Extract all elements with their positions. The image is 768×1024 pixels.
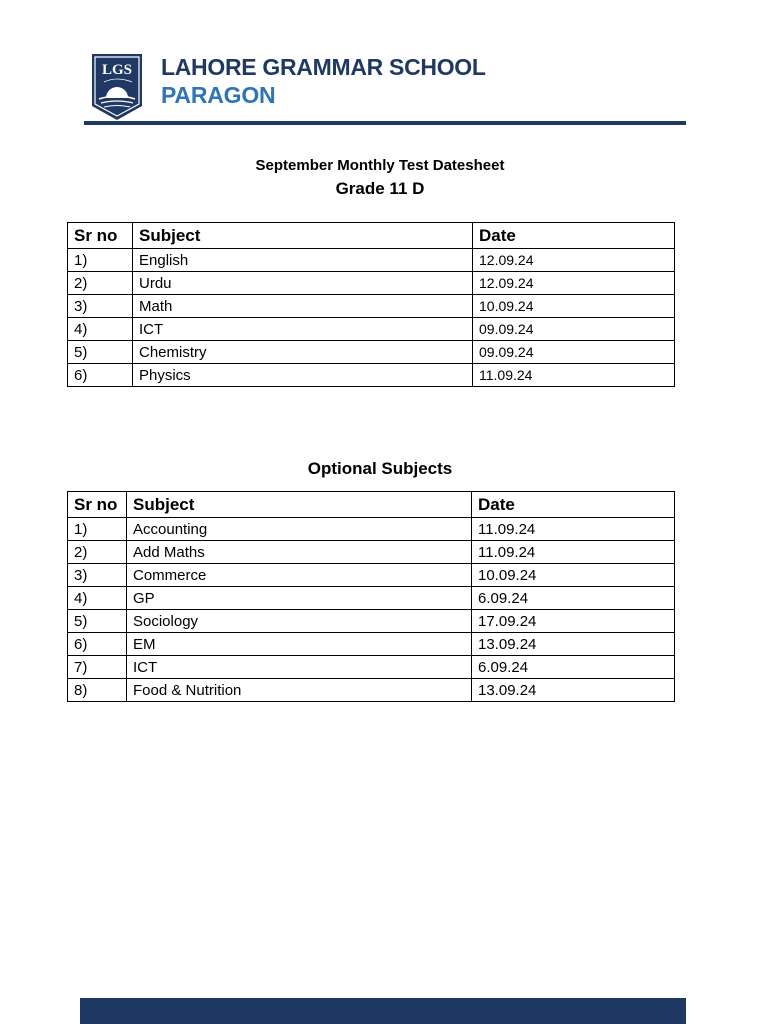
sr-no-cell: 2)	[68, 541, 127, 564]
subject-cell: Add Maths	[127, 541, 472, 564]
footer-bar	[80, 998, 686, 1024]
sr-no-cell: 6)	[68, 633, 127, 656]
subject-cell: GP	[127, 587, 472, 610]
column-header-sr-no: Sr no	[68, 223, 133, 249]
subject-cell: Math	[133, 295, 473, 318]
table-row	[68, 656, 675, 679]
column-header-date: Date	[472, 492, 675, 518]
column-header-subject: Subject	[133, 223, 473, 249]
date-cell: 10.09.24	[473, 295, 675, 318]
date-cell: 12.09.24	[473, 249, 675, 272]
optional-subjects-title: Optional Subjects	[307, 459, 453, 478]
date-cell: 11.09.24	[472, 518, 675, 541]
table-row	[68, 679, 675, 702]
sr-no-cell: 2)	[68, 272, 133, 295]
subject-cell: Accounting	[127, 518, 472, 541]
subject-cell: ICT	[133, 318, 473, 341]
sr-no-cell: 8)	[68, 679, 127, 702]
table-row	[68, 295, 675, 318]
sr-no-cell: 3)	[68, 295, 133, 318]
table-row	[68, 518, 675, 541]
date-cell: 6.09.24	[472, 656, 675, 679]
sr-no-cell: 5)	[68, 610, 127, 633]
sr-no-cell: 1)	[68, 249, 133, 272]
table-row	[68, 564, 675, 587]
subject-cell: Urdu	[133, 272, 473, 295]
subject-cell: Physics	[133, 364, 473, 387]
table-header-row	[68, 223, 675, 249]
table-row	[68, 610, 675, 633]
optional-subjects-table	[67, 491, 675, 702]
school-logo	[90, 52, 144, 122]
table-row	[68, 541, 675, 564]
sr-no-cell: 4)	[68, 318, 133, 341]
date-cell: 10.09.24	[472, 564, 675, 587]
sr-no-cell: 3)	[68, 564, 127, 587]
header-divider	[84, 121, 686, 125]
campus-name: PARAGON	[161, 82, 276, 108]
datesheet-table	[67, 222, 675, 387]
subject-cell: Chemistry	[133, 341, 473, 364]
document-title: September Monthly Test Datesheet	[255, 157, 505, 174]
date-cell: 11.09.24	[473, 364, 675, 387]
sr-no-cell: 1)	[68, 518, 127, 541]
table-header-row	[68, 492, 675, 518]
table-row	[68, 318, 675, 341]
table-row	[68, 587, 675, 610]
table-row	[68, 249, 675, 272]
date-cell: 17.09.24	[472, 610, 675, 633]
subject-cell: Sociology	[127, 610, 472, 633]
logo-lettering: LGS	[101, 62, 133, 78]
subject-cell: Commerce	[127, 564, 472, 587]
subject-cell: English	[133, 249, 473, 272]
subject-cell: EM	[127, 633, 472, 656]
date-cell: 11.09.24	[472, 541, 675, 564]
date-cell: 12.09.24	[473, 272, 675, 295]
sr-no-cell: 7)	[68, 656, 127, 679]
column-header-sr-no: Sr no	[68, 492, 127, 518]
table-row	[68, 341, 675, 364]
table-row	[68, 633, 675, 656]
table-row	[68, 272, 675, 295]
date-cell: 09.09.24	[473, 318, 675, 341]
table-row	[68, 364, 675, 387]
subject-cell: ICT	[127, 656, 472, 679]
sr-no-cell: 6)	[68, 364, 133, 387]
column-header-subject: Subject	[127, 492, 472, 518]
document-subtitle: Grade 11 D	[335, 179, 425, 198]
date-cell: 6.09.24	[472, 587, 675, 610]
school-header	[85, 50, 685, 126]
sr-no-cell: 5)	[68, 341, 133, 364]
date-cell: 09.09.24	[473, 341, 675, 364]
school-name: LAHORE GRAMMAR SCHOOL	[161, 54, 486, 80]
sr-no-cell: 4)	[68, 587, 127, 610]
column-header-date: Date	[473, 223, 675, 249]
date-cell: 13.09.24	[472, 633, 675, 656]
date-cell: 13.09.24	[472, 679, 675, 702]
subject-cell: Food & Nutrition	[127, 679, 472, 702]
